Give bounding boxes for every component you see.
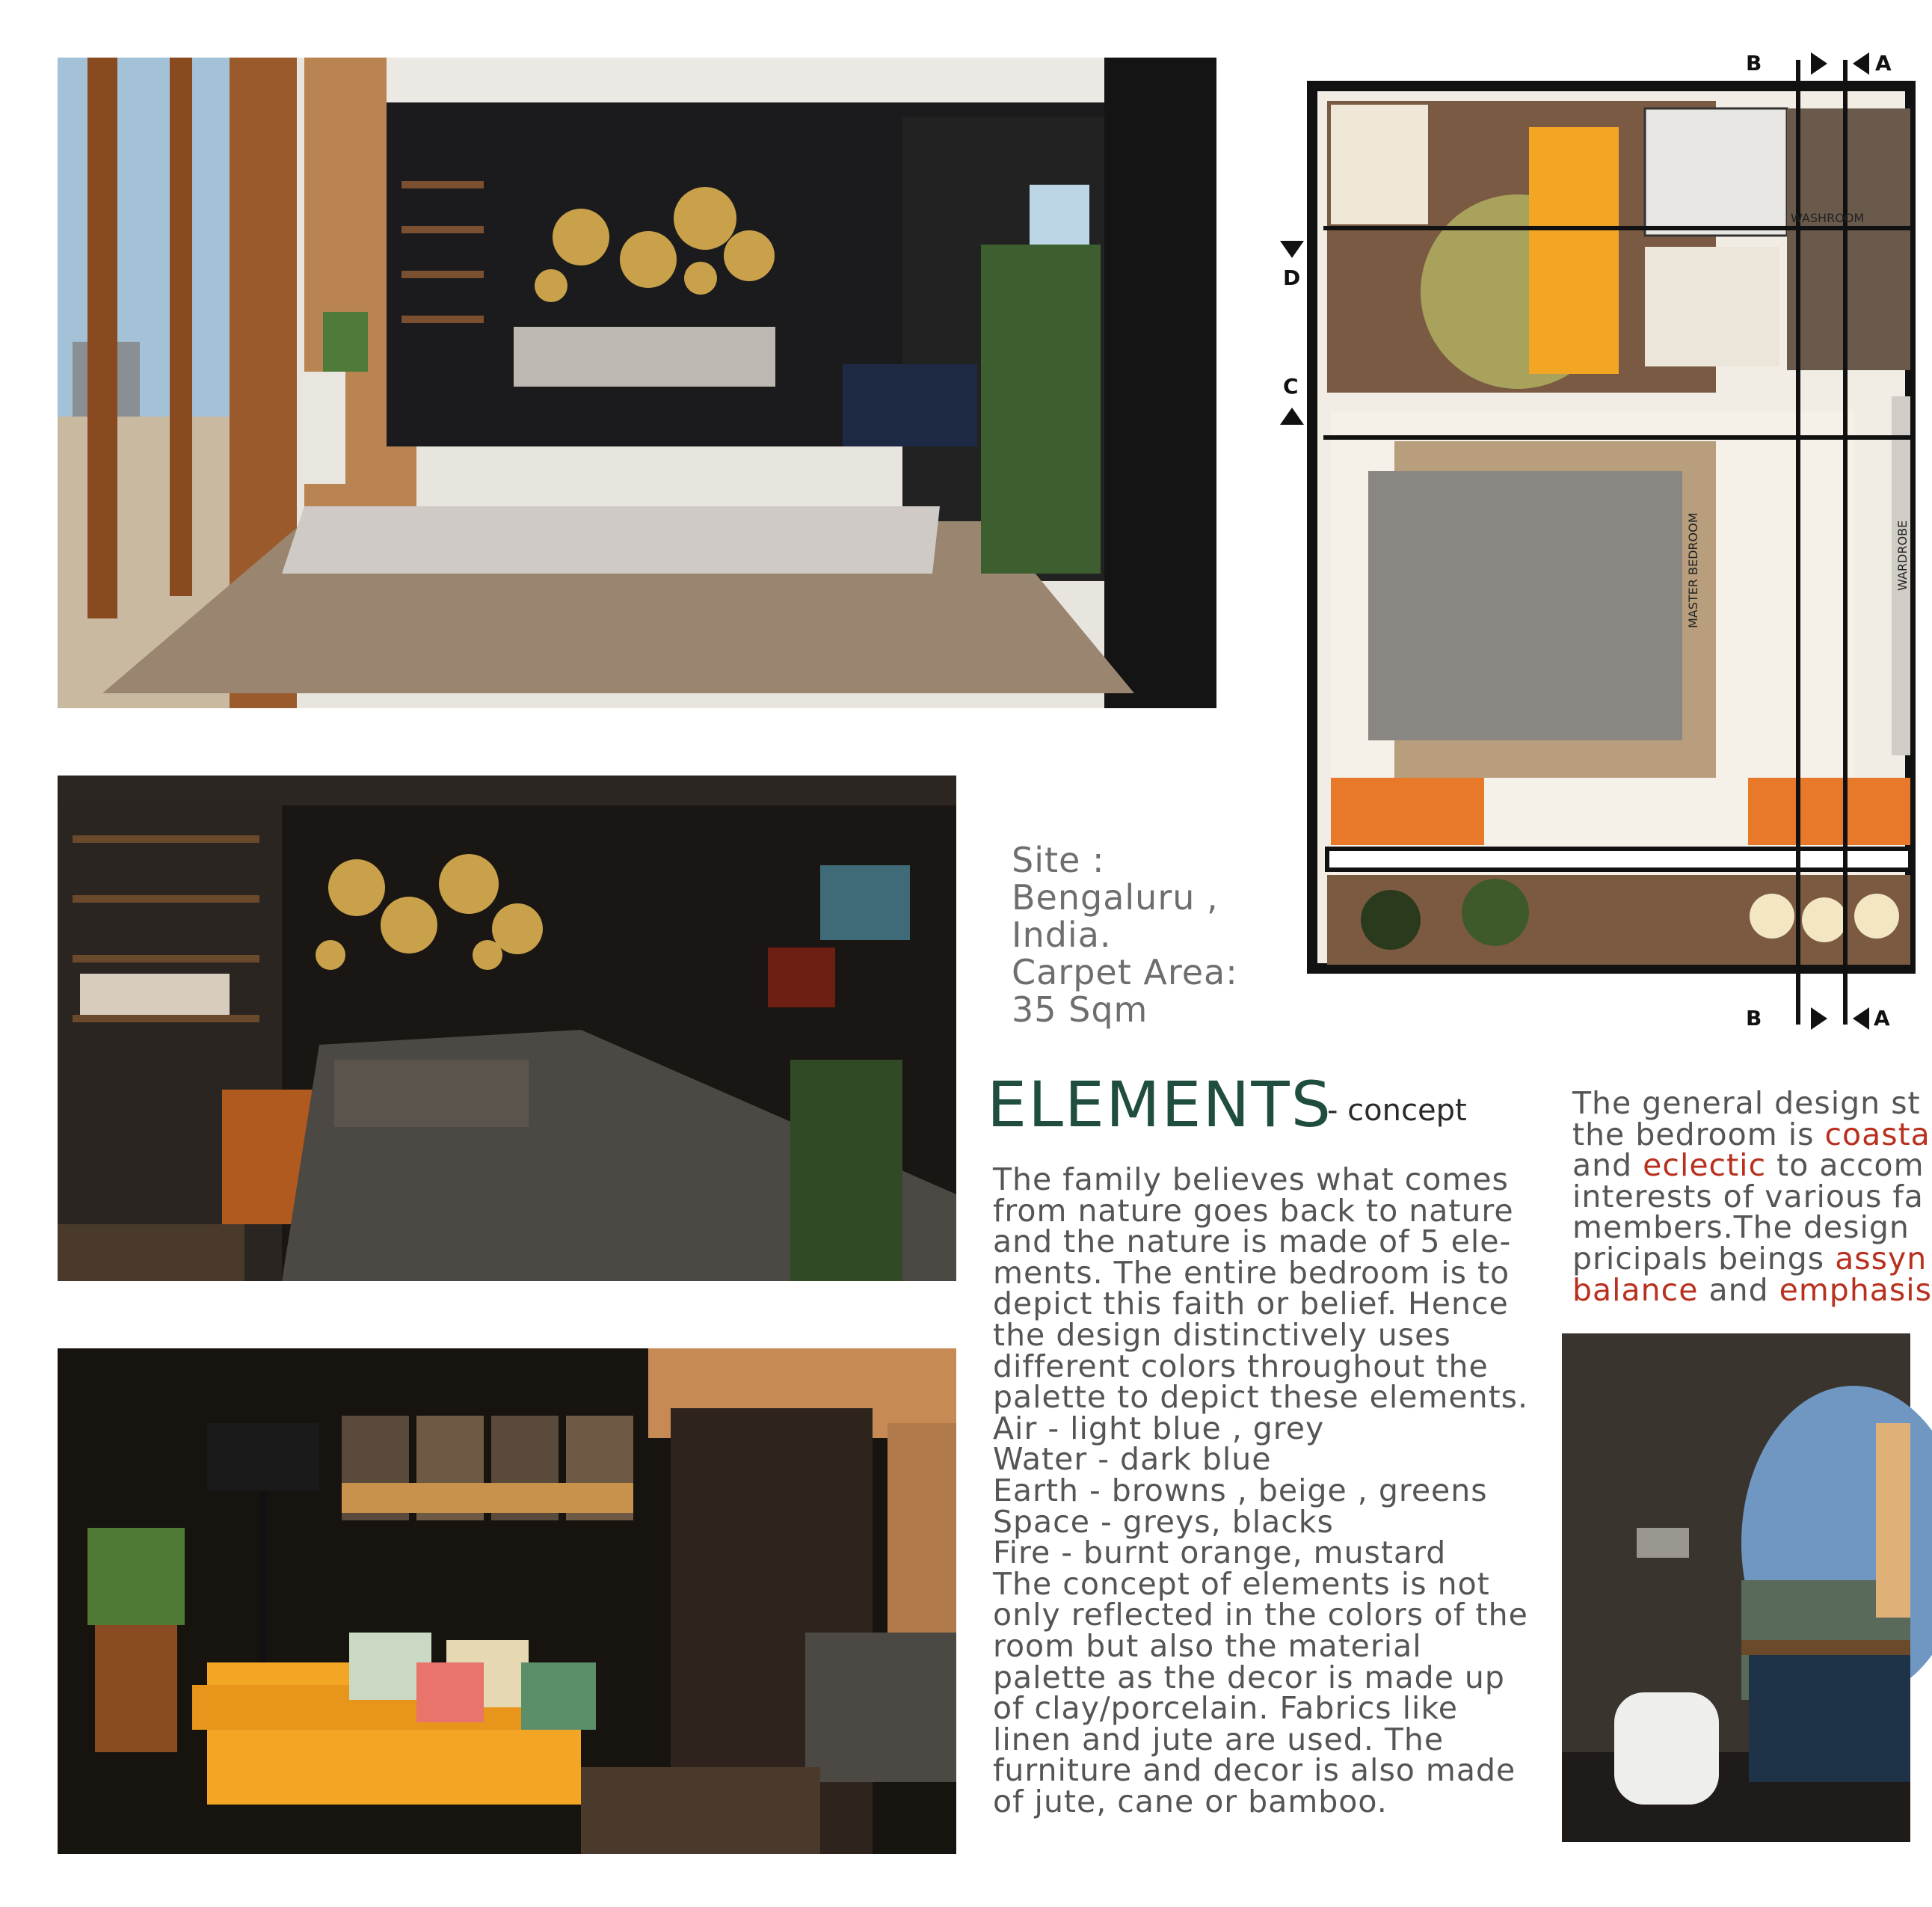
style-keyword-eclectic: eclectic [1643, 1147, 1767, 1184]
concept-line: furniture and decor is also made [993, 1752, 1516, 1789]
concept-text [993, 1161, 1561, 1820]
style-keyword-balance: balance [1572, 1271, 1699, 1308]
concept-line: palette as the decor is made up [993, 1659, 1505, 1695]
style-line: members.The design [1572, 1209, 1910, 1246]
style-keyword-asymmetry: assyn [1835, 1240, 1928, 1277]
section-d-label: D [1283, 265, 1301, 290]
concept-line: room but also the material [993, 1627, 1422, 1664]
concept-line: Space - greys, blacks [993, 1503, 1334, 1540]
concept-line: from nature goes back to nature [993, 1192, 1514, 1229]
style-keyword-emphasis: emphasis [1779, 1271, 1932, 1308]
style-line-text: pricipals beings [1572, 1240, 1836, 1277]
style-line-text: the bedroom is [1572, 1116, 1825, 1152]
section-c-label: C [1283, 374, 1299, 399]
site-city: Bengaluru , [1012, 877, 1219, 918]
style-line-text: to accom [1766, 1147, 1925, 1184]
concept-line: and the nature is made of 5 ele- [993, 1223, 1512, 1260]
site-country: India. [1012, 915, 1112, 955]
bedroom-render-evening [58, 776, 956, 1281]
concept-line: only reflected in the colors of the [993, 1597, 1528, 1633]
style-line-text: and [1698, 1271, 1779, 1308]
floor-plan [1271, 45, 1910, 1040]
style-line: interests of various fa [1572, 1178, 1924, 1214]
concept-line: Earth - browns , beige , greens [993, 1472, 1488, 1508]
concept-line: The concept of elements is not [993, 1565, 1490, 1602]
style-keyword-coastal: coasta [1824, 1116, 1931, 1152]
section-a-bottom-label: A [1874, 1006, 1890, 1031]
concept-line: of clay/porcelain. Fabrics like [993, 1690, 1458, 1727]
section-b-top-label: B [1746, 51, 1762, 76]
style-line: The general design st [1572, 1085, 1921, 1121]
concept-line: The family believes what comes [993, 1161, 1509, 1197]
style-line-text: and [1572, 1147, 1643, 1184]
concept-line: different colors throughout the [993, 1348, 1489, 1384]
section-b-bottom-label: B [1746, 1006, 1762, 1031]
carpet-area-value: 35 Sqm [1012, 989, 1148, 1030]
section-a-top-label: A [1875, 51, 1892, 76]
concept-line: Air - light blue , grey [993, 1410, 1325, 1446]
concept-line: ments. The entire bedroom is to [993, 1254, 1510, 1291]
carpet-area-label: Carpet Area: [1012, 952, 1238, 992]
site-info [1012, 841, 1238, 1028]
concept-line: linen and jute are used. The [993, 1721, 1445, 1757]
master-bedroom-label: MASTER BEDROOM [1686, 512, 1700, 628]
section-subtitle: - concept [1327, 1093, 1467, 1128]
washroom-label: WASHROOM [1791, 211, 1865, 225]
wardrobe-label: WARDROBE [1895, 520, 1910, 591]
lounge-render [58, 1348, 956, 1854]
site-label: Site : [1012, 840, 1105, 880]
design-style-text [1572, 1085, 1932, 1308]
concept-line: Fire - burnt orange, mustard [993, 1535, 1447, 1571]
concept-line: the design distinctively uses [993, 1316, 1451, 1353]
washroom-render [1562, 1333, 1910, 1842]
section-title: ELEMENTS [987, 1068, 1332, 1141]
concept-line: depict this faith or belief. Hence [993, 1286, 1509, 1322]
concept-line: of jute, cane or bamboo. [993, 1783, 1388, 1820]
concept-line: palette to depict these elements. [993, 1379, 1529, 1416]
bedroom-render-daylight [58, 58, 1216, 708]
concept-line: Water - dark blue [993, 1441, 1272, 1478]
